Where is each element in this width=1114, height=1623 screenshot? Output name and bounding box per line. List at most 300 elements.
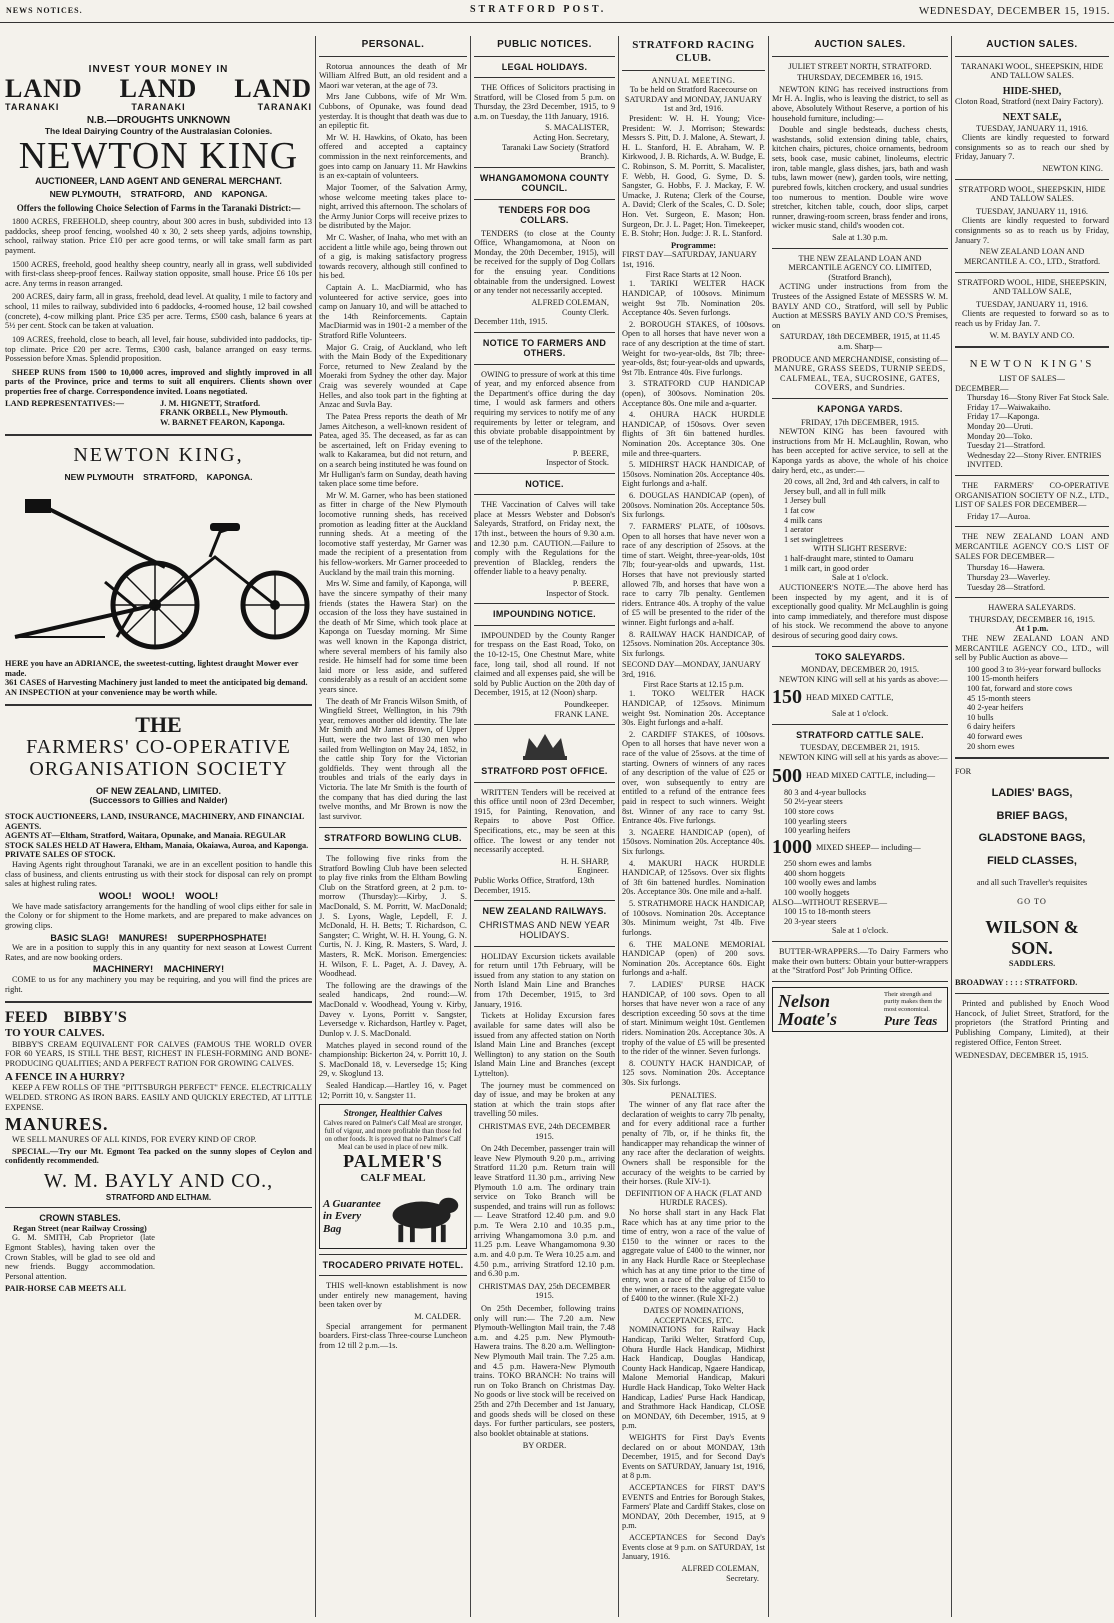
legal-signature: Acting Hon. Secretary,	[533, 133, 609, 143]
newton-king-list-heading: NEWTON KING'S	[969, 358, 1095, 371]
land-word: LAND	[5, 73, 83, 103]
masthead	[0, 0, 1114, 23]
farm-item: 1800 ACRES, FREEHOLD, sheep country, about 300 acres in bush, subdivided into 13 paddocks, sheep proof fencing, woolshed 40 x 30, 2 sets sheep yards, adjoins township, school, railway station. Price £10 per acre good terms, or will take small farm as part payment.	[5, 217, 312, 256]
auction-sales-heading-2: AUCTION SALES.	[986, 39, 1078, 50]
kaponga-date: FRIDAY, 17th DECEMBER, 1915.	[800, 417, 920, 427]
toko-sale-time: Sale at 1 o'clock.	[831, 709, 889, 719]
post-office-text: WRITTEN Tenders will be received at this office until noon of 23rd December, 1915, for Painting, Renovation, and Repairs to above Post Office. Specifications, etc., may be seen at this office. The lowest or any tender not necessarily accepted.	[474, 787, 615, 855]
go-to: GO TO	[1017, 897, 1047, 907]
farm-item: 1500 ACRES, freehold, good healthy sheep country, nearly all in grass, well subdivided with first-class sheep-proof fences. Railway station opposite, small house. Price £6 10s per acre. Any terms in reason arranged.	[5, 259, 312, 288]
second-day-start: First Race Starts at 12.15 p.m.	[643, 679, 744, 689]
kaponga-item: 4 milk cans	[784, 515, 823, 525]
also-items	[772, 907, 948, 926]
trocadero-text-2: Special arrangement for permanent boarders. First-class Three-course Luncheon from 12 till 2 p.m.—1s.	[319, 1321, 467, 1350]
fcos-title: ORGANISATION SOCIETY	[29, 757, 288, 780]
bibby-text: BIBBY'S CREAM EQUIVALENT FOR CALVES (FAMOUS THE WORLD OVER FOR 60 YEARS, IS STILL THE BEST, RICHEST IN FLESH-FORMING AND BONE-PRODUCING QUALITIES; AND A PERFECT RATION FOR GROWING CALVES.	[5, 1039, 312, 1069]
cattle-line: 100 yearling heifers	[784, 826, 851, 836]
fcos-agents: AGENTS AT—Eltham, Stratford, Waitara, Opunake, and Manaia. REGULAR STOCK SALES HELD AT Hawera, Eltham, Manaia, Okaiawa, Auroa, and Kaponga. PRIVATE SALES OF STOCK.	[5, 831, 309, 860]
auction-sales-heading: AUCTION SALES.	[814, 39, 906, 50]
invest-heading: INVEST YOUR MONEY IN	[88, 64, 229, 75]
hawera-item: 100 fat, forward and store cows	[967, 684, 1073, 693]
personal-item: Mr W. H. Hawkins, of Okato, has been offered and accepted a captaincy commission in the next reinforcements, and goes into camp on January 11. Mr Hawkins is an ex-captain of volunteers.	[319, 132, 467, 181]
post-office-date: Public Works Office, Stratford, 13th December, 1915.	[474, 876, 595, 895]
post-office-heading: STRATFORD POST OFFICE.	[481, 766, 608, 777]
kaponga-item: 1 aerator	[784, 525, 814, 535]
impounding-text: IMPOUNDED by the County Ranger for trespass on the East Road, Toko, on the 10-12-15, One Chestnut Mare, white face, long tail, shod all round. If not claimed and all expenses paid, she will be sold by Public Auction on the 20th day of December, 1915, at 12 (Noon) sharp.	[474, 630, 615, 698]
mower-icon	[5, 487, 310, 655]
newton-king-sales	[955, 393, 1109, 470]
dog-collars-heading: TENDERS FOR DOG COLLARS.	[498, 204, 591, 226]
sale-line: Friday 17—Waiwakaiho.	[967, 402, 1051, 412]
pure-teas: Pure Teas	[884, 1013, 938, 1029]
personal-heading: PERSONAL.	[361, 39, 425, 50]
impounding-signature: FRANK LANE.	[554, 709, 609, 719]
dog-collars-text: TENDERS (to close at the County Office, Whangamomona, at Noon on Monday, the 20th December, 1915), will be received for the supply of Dog Collars for the ensuing year. Conditions obtainable from the undersigned. Lowest or any tender not necessarily accepted.	[474, 228, 615, 296]
race-item: 5. MIDHIRST HACK HANDICAP, of 150sovs. Nomination 20s. Acceptance 40s. Eight furlongs and a-half.	[622, 460, 765, 489]
farmers-notice-text: OWING to pressure of work at this time of year, and my enforced absence from the Department's office during the day time, I would ask farmers and others requiring my services to notify me of any requirements by letter or telegram, and this obviate probable disappointment by use of the telephone.	[474, 369, 615, 446]
sale-line: Monday 20—Toko.	[967, 431, 1033, 441]
cattle-line: 80 3 and 4-year bullocks	[784, 787, 867, 797]
toko-number: 150	[772, 686, 802, 709]
palmers-ad-heading: Stronger, Healthier Calves	[343, 1108, 443, 1119]
race-item: 1. TOKO WELTER HACK HANDICAP, of 125sovs. Minimum weight 9st. Nomination 20s. Acceptance 30s. Eight furlongs and a-half.	[622, 689, 765, 728]
sale-line: Wednesday 22—Stony River. ENTRIES INVITED.	[967, 450, 1102, 470]
racing-signature: Secretary.	[726, 1573, 759, 1583]
also-without-reserve: ALSO—WITHOUT RESERVE—	[772, 897, 888, 907]
field-classes: FIELD CLASSES,	[987, 855, 1077, 868]
newton-king-ad2-title: NEWTON KING,	[73, 444, 244, 467]
nzl-list-heading: THE NEW ZEALAND LOAN AND MERCANTILE AGENCY CO.'S LIST OF SALES FOR DECEMBER—	[955, 532, 1109, 561]
hawera-item: 45 15-month steers	[967, 693, 1031, 703]
weights-text: WEIGHTS for First Day's Events declared on or about MONDAY, 13th December, 1915, and for Second Day's Events on SATURDAY, January 1st, 1916, at 8 p.m.	[622, 1432, 765, 1481]
cattle-sale-date: TUESDAY, DECEMBER 21, 1915.	[800, 743, 920, 753]
reps-label: LAND REPRESENTATIVES:—	[5, 397, 124, 408]
masthead-title: STRATFORD POST.	[470, 4, 607, 15]
notice-signature: P. BEERE,	[572, 579, 609, 589]
nzl-text: ACTING under instructions from from the Trustees of the Assigned Estate of MESSRS W. M. BAYLY AND CO., Stratford, will sell by Public Auction at MESSRS BAYLY AND CO.'S Premises, on	[772, 282, 948, 330]
stratford-wool-date: TUESDAY, JANUARY 11, 1916.	[976, 206, 1088, 216]
dog-collars-date: December 11th, 1915.	[474, 317, 548, 327]
nelson-moates-ad	[772, 987, 948, 1033]
farm-list	[5, 217, 312, 396]
rep-name: J. M. HIGNETT, Stratford.	[160, 397, 261, 408]
hide-shed: HIDE-SHED,	[1002, 85, 1062, 97]
crown-pair-horse: PAIR-HORSE CAB MEETS ALL	[5, 1283, 126, 1293]
bayly-wool-date: TUESDAY, JANUARY 11, 1916.	[976, 299, 1088, 309]
personal-item: Major G. Craig, of Auckland, who left with the Main Body of the Expeditionary Force, returned to New Zealand by the Moeraki from Sydney the other day. Major Craig was severely wounded at Cape Helles, and also took part in the fighting at Anzac and Suvla Bay.	[319, 342, 467, 410]
produce-heading: PRODUCE AND MERCHANDISE, consisting of—	[772, 354, 948, 364]
droughts-line: N.B.—DROUGHTS UNKNOWN	[86, 115, 231, 127]
inglis-sale-text: NEWTON KING has received instructions from Mr H. A. Inglis, who is leaving the district, to sell as above, Absolutely Without Reserve, a portion of his household furniture, including:—	[772, 84, 948, 123]
farmers-notice-signature: Inspector of Stock.	[546, 458, 609, 468]
adriance-text: HERE you have an ADRIANCE, the sweetest-cutting, lightest draught Mower ever made.	[5, 659, 299, 678]
toko-heading: TOKO SALEYARDS.	[814, 651, 906, 662]
impounding-signature: Poundkeeper.	[564, 699, 609, 709]
nzl-heading: THE NEW ZEALAND LOAN AND MERCANTILE AGENCY CO. LIMITED,	[788, 253, 932, 273]
hack-definition-text: No horse shall start in any Hack Flat Race which has at any time prior to the time of entry, won a race of the value of £150 to the winner or races to the aggregate value of £400 to the winner, nor in any Hack Hurdle Race or Steeplechase which has at any time prior to the time of entry, won a race of the value of £150 to the winner, or races to the aggregate value of £400 to the winner. (Rule XI-2.)	[622, 1207, 765, 1304]
mower-illustration	[5, 487, 312, 655]
rep-name: FRANK ORBELL, New Plymouth.	[160, 407, 288, 418]
taranaki-word: TARANAKI	[131, 101, 186, 112]
personal-item: Captain A. L. MacDiarmid, who has volunteered for active service, goes into camp on January 10, and will be attached to the 14th Reinforcements. Captain MacDiarmid was in 1901-2 a member of the Stratford Rifle Volunteers.	[319, 283, 467, 341]
produce-items: MANURE, GRASS SEEDS, TURNIP SEEDS, CALFMEAL, TEA, SUCROSINE, GATES, COVERS, and Sundries.	[774, 364, 946, 393]
palmers-brand-2: CALF MEAL	[360, 1171, 426, 1184]
race-item: 7. FARMERS' PLATE, of 100sovs. Open to all horses that have never won a race of any description of 25sovs. at the time of start. Weight, three-year-olds, 10st 7lb; four-year-olds and upwards, 11st. Horses that have not previously started allowed 7lb, and horses that have won a race to carry 7lb penalty. Gentlemen riders. Entrance 40s. A trophy of the value of £5 will be presented to the rider of the winner. Eight furlongs and a-half.	[622, 521, 765, 628]
railways-text: Tickets at Holiday Excursion fares available for same dates will also be issued from any affected station on North Island Main Line and Branches (except Wellington) to any station on the South Island Main Line and Branches (except Lyttelton).	[474, 1011, 615, 1078]
rep-name: W. BARNET FEARON, Kaponga.	[160, 417, 285, 428]
bowling-item: Matches played in second round of the championship: Bickerton 24, v. Porritt 10, J. S. MacDonald 18, v. Leversedge 15; King 29, v. Skoglund 13.	[319, 1040, 467, 1079]
personal-item: Rotorua announces the death of Mr William Alfred Butt, an old resident and a Maori war veteran, at the age of 73.	[319, 61, 467, 90]
sheep-line: 250 shorn ewes and lambs	[784, 859, 872, 869]
trocadero-heading: TROCADERO PRIVATE HOTEL.	[322, 1259, 464, 1270]
manures-heading: MANURES.	[5, 1114, 109, 1135]
kaponga-item: 20 cows, all 2nd, 3rd and 4th calvers, in calf to Jersey bull, and all in full milk	[784, 477, 940, 496]
bowling-heading: STRATFORD BOWLING CLUB.	[324, 832, 462, 843]
legal-holidays-heading: LEGAL HOLIDAYS.	[501, 61, 588, 72]
farm-item: 109 ACRES, freehold, close to beach, all level, fair house, subdivided into paddocks, tip-top climate. Price £20 per acre. Terms, £300 cash, balance arranged on easy terms. Possession before Xmas. Splendid proposition.	[5, 334, 312, 364]
kaponga-sale-time: Sale at 1 o'clock.	[831, 573, 889, 583]
bayly-wool-heading: STRATFORD WOOL, HIDE, SHEEPSKIN, AND TALLOW SALE,	[957, 277, 1107, 297]
sheep-count	[772, 836, 948, 859]
cattle-items	[772, 788, 948, 836]
nominations-heading: DATES OF NOMINATIONS, ACCEPTANCES, ETC.	[643, 1306, 744, 1325]
railways-heading: NEW ZEALAND RAILWAYS.	[482, 906, 607, 917]
sheep-number: 1000	[772, 835, 812, 858]
fcos-title: FARMERS' CO-OPERATIVE	[26, 735, 291, 758]
legal-signature: Taranaki Law Society (Stratford Branch).	[501, 142, 609, 162]
public-notices-heading: PUBLIC NOTICES.	[497, 39, 592, 50]
column-1	[2, 26, 315, 1617]
christmas-day-text: On 25th December, following trains only will run:— The 7.20 a.m. New Plymouth-Wellington Mail train, the 7.48 a.m. and 4.25 p.m. New Plymouth-Hawera trains. The 8.20 a.m. Wellington-New Plymouth Mail train. The 7.25 a.m. and 4.5 p.m. Hawera-New Plymouth trains. TOKO BRANCH: No trains will run on Toko Branch on Christmas Day. No goods or live stock will be received on 25th and 27th December and 1st January, and goods sheds will be closed on these days. For further particulars, see posters, also booklet obtainable at stations.	[474, 1303, 615, 1438]
hawera-item: 6 dairy heifers	[967, 722, 1015, 732]
race-item: 1. TARIKI WELTER HACK HANDICAP, of 100sovs. Minimum weight 9st 7lb. Nomination 20s. Acceptance 40s. Seven furlongs.	[622, 279, 765, 318]
calf-icon	[381, 1189, 463, 1245]
racing-held-at: To be held on Stratford Racecourse on	[629, 85, 758, 95]
hawera-item: 40 2-year heifers	[967, 703, 1024, 713]
kaponga-heading: KAPONGA YARDS.	[817, 404, 903, 415]
hawera-text: THE NEW ZEALAND LOAN AND MERCANTILE AGENCY CO., LTD., will sell by Public Auction as above—	[955, 633, 1109, 663]
acceptances-text: ACCEPTANCES for FIRST DAY'S EVENTS and Entries for Borough Stakes, Farmers' Plate and Cardiff Stakes, close on MONDAY, 20th December, 1915, at 9 p.m.	[622, 1483, 765, 1531]
fcos-text: Having Agents right throughout Taranaki, we are in an excellent position to handle this class of business, and clients entrusting us with their stock for disposal can rely on prompt sales at highest ruling rates.	[5, 859, 312, 889]
representatives	[5, 399, 312, 429]
cattle-line: 100 store cows	[784, 807, 834, 817]
taranaki-row	[5, 102, 312, 112]
next-sale-date: TUESDAY, JANUARY 11, 1916.	[976, 123, 1088, 133]
personal-items	[319, 62, 467, 822]
masthead-date: WEDNESDAY, DECEMBER 15, 1915.	[918, 5, 1110, 17]
bayly-wool-text: Clients are requested to forward so as to reach us by Friday Jan. 7.	[955, 309, 1109, 328]
toko-item: HEAD MIXED CATTLE,	[806, 692, 894, 702]
wool-text: We have made satisfactory arrangements for the handling of wool clips either for sale in the Colony or for shipment to the Home markets, and are prepared to make advances on growing clips.	[5, 901, 312, 931]
race-item: 5. STRATHMORE HACK HANDICAP, of 100sovs. Nomination 20s. Acceptance 30s. Minimum weight, 7st 4lb. Five furlongs.	[622, 899, 765, 937]
racing-signature: ALFRED COLEMAN,	[681, 1563, 759, 1573]
masthead-left: NEWS NOTICES.	[6, 6, 83, 15]
broadway-address: BROADWAY : : : : STRATFORD.	[955, 978, 1078, 988]
bayly-wool-signature: W. M. BAYLY AND CO.	[989, 330, 1075, 340]
nelson-tagline: Their strength and purity makes them the most economical.	[884, 990, 942, 1013]
fence-text: KEEP A FEW ROLLS OF THE "PITTSBURGH PERFECT" FENCE. ELECTRICALLY WELDED. STRONG AS IRON BARS. EASILY AND QUICKLY ERECTED, AT LITTLE EXPENSE.	[5, 1083, 312, 1112]
adriance-text: 361 CASES of Harvesting Machinery just landed to meet the anticipated big demand.	[5, 678, 308, 688]
trocadero-text: THIS well-known establishment is now under entirely new management, having been taken over by	[319, 1281, 467, 1310]
taranaki-wool-heading: TARANAKI WOOL, SHEEPSKIN, HIDE AND TALLOW SALES.	[960, 61, 1104, 81]
column-5	[768, 36, 951, 1617]
cattle-count	[772, 765, 948, 788]
sheep-item: MIXED SHEEP— including—	[816, 842, 921, 852]
fcos-stock: STOCK AUCTIONEERS, LAND, INSURANCE, MACHINERY, AND FINANCIAL AGENTS.	[5, 811, 304, 831]
kaponga-item: 1 set swingletrees	[784, 534, 843, 544]
racing-dates: SATURDAY and MONDAY, JANUARY 1st and 3rd, 1916.	[624, 94, 763, 114]
personal-item: The death of Mr Francis Wilson Smith, of Wingfield Street, Wellington, in his 79th year, removes another old identity. The late Mr Smith and Mr James Brown, of Upper Hutt, were the two last of 130 men who sailed from Wellington on May 24, 1852, in the cattle ship Tory for the Victorian goldfields. They went through all the troubles and trials of the early days in Victoria. The late Mr Smith is the fourth of the company that has died during the last twelve months, and Mr Brown is now the last survivor.	[319, 696, 467, 821]
legal-signature: S. MACALISTER,	[545, 123, 609, 133]
race-item: 7. LADIES' PURSE HACK HANDICAP, of 100 sovs. Open to all horses that have never won a race of any description exceeding 50 sovs at the time of start. Minimum weight 10st. Gentlemen riders. Nomination 20s. Acceptance 30s. A trophy of the value of £5 will be presented to the rider of the winner. Seven furlongs.	[622, 979, 765, 1057]
farm-item: SHEEP RUNS from 1500 to 10,000 acres, improved and slightly improved in all parts of the Province, price and terms to suit all enquirers. Clients shown over properties free of charge. Correspondence invited. Loans negotiated.	[5, 367, 312, 396]
manures-text: WE SELL MANURES OF ALL KINDS, FOR EVERY KIND OF CROP.	[12, 1135, 257, 1145]
taranaki-word: TARANAKI	[257, 101, 312, 112]
juliet-date: THURSDAY, DECEMBER 16, 1915.	[797, 73, 923, 83]
programme-heading: Programme:	[671, 240, 716, 250]
cattle-line: 100 yearling steers	[784, 816, 847, 826]
december-label: DECEMBER—	[955, 383, 1009, 393]
railways-text: The journey must be commenced on day of issue, and may be broken at any station at which the train stops after travelling 50 miles.	[474, 1080, 615, 1119]
penalties-heading: PENALTIES.	[670, 1090, 717, 1100]
bibby-heading: FEED BIBBY'S	[5, 1008, 127, 1026]
cattle-sale-heading: STRATFORD CATTLE SALE.	[796, 730, 924, 740]
nzl-list	[955, 563, 1109, 592]
impounding-heading: IMPOUNDING NOTICE.	[493, 609, 596, 620]
special-text: SPECIAL.—Try our Mt. Egmont Tea packed on the sunny slopes of Ceylon and confidently recommended.	[5, 1146, 312, 1166]
crown-crest-icon	[515, 730, 575, 762]
newton-king-places: NEW PLYMOUTH, STRATFORD, AND KAPONGA.	[49, 188, 268, 199]
also-line: 100 15 to 18-month steers	[784, 907, 871, 917]
toko-cattle	[772, 686, 948, 709]
crest-illustration	[474, 730, 615, 762]
first-day-start: First Race Starts at 12 Noon.	[645, 269, 742, 279]
butter-wrappers-text: BUTTER-WRAPPERS.—To Dairy Farmers who make their own butters: Obtain your butter-wrappers at the "Stratford Post" Job Printing Office.	[772, 946, 948, 976]
toko-date: MONDAY, DECEMBER 20, 1915.	[800, 664, 919, 674]
hawera-time: At 1 p.m.	[1015, 624, 1049, 634]
whangamomona-heading: WHANGAMOMONA COUNTY COUNCIL.	[479, 172, 610, 194]
dog-collars-signature: County Clerk.	[561, 307, 609, 317]
kaponga-text: NEWTON KING has been favoured with instructions from Mr H. McLaughlin, Rowan, who has been accepted for active service, to sell at the Kaponga yards as above, the whole of his choice dairy herd, etc., as under:—	[772, 427, 948, 475]
crown-sub: Regan Street (near Railway Crossing)	[13, 1223, 147, 1233]
offers-line: Offers the following Choice Selection of Farms in the Taranaki District:—	[16, 202, 301, 213]
annual-meeting: ANNUAL MEETING.	[651, 75, 736, 85]
newton-king-subtitle: AUCTIONEER, LAND AGENT AND GENERAL MERCHANT.	[35, 176, 282, 187]
cattle-number: 500	[772, 764, 802, 787]
column-6	[951, 36, 1112, 1617]
hawera-heading: HAWERA SALEYARDS.	[988, 603, 1076, 613]
race-item: 8. COUNTY HACK HANDICAP, of 125 sovs. Nomination 20s. Acceptance 30s. Six furlongs.	[622, 1058, 765, 1088]
gladstone-bags: GLADSTONE BAGS,	[978, 832, 1086, 845]
christmas-eve-heading: CHRISTMAS EVE, 24th DECEMBER 1915.	[478, 1121, 611, 1141]
personal-item: The Patea Press reports the death of Mr James Aitcheson, a well-known resident of Patea, aged 35. The deceased, as far as can be ascertained, left on Friday evening to walk to Kakaramea, but did not return, and on a search being instituted he was found on Mr Hulligan's farm on Sunday, death having taken place some time before.	[319, 411, 467, 489]
imprint-text: Printed and published by Enoch Wood Hancock, of Juliet Street, Stratford, for the proprietors (the Stratford Printing and Publishing Company, Limited), at their registered Office, Fenton Street.	[955, 999, 1109, 1047]
saddlers: SADDLERS.	[1008, 958, 1056, 968]
land-banner	[5, 73, 312, 103]
legal-holidays-text: THE Offices of Solicitors practising in Stratford, will be Closed from 5 p.m. on Thursday, the 23rd December, 1915, to 9 a.m. on Tuesday, the 11th January, 1916.	[474, 83, 615, 121]
bowling-item: The following five rinks from the Stratford Bowling Club have been selected to play five rinks from the Eltham Bowling Club on the Stratford green, at 2 p.m. to-morrow (Thursday):—Kirby, J. S. MacDonald, S. M. Porritt, W. MacDonald; J. S. Lyons, Wagle, Lepdell, F. J. McDonald, H. H. Betts; T. Richardson, C. Sangster; C. Wright, W. H. H. Young, G. N. Curtis, N. J. King, R. Masters, S. Ward, J. Masters, R. McK. Morison. Emergencies: H. Wilson, F. L. Paget, A. J. Davey, A. Woodhead.	[319, 853, 467, 979]
kaponga-item: 1 milk cart, in good order	[784, 563, 869, 573]
kaponga-item: 1 Jersey bull	[784, 496, 826, 506]
crown-text: G. M. SMITH, Cab Proprietor (late Egmont Stables), having taken over the Crown Stables, will be glad to see old and new friends. Buggy accommodation. Personal attention.	[5, 1233, 155, 1281]
moates-brand: Moate's	[778, 1008, 838, 1029]
land-word: LAND	[119, 73, 198, 103]
column-2	[315, 36, 470, 1617]
auctioneer-note: AUCTIONEER'S NOTE.—The above herd has been inspected by my agent, and it is of exceptionally good quality. Mr McLaughlin is going into camp immediately, and therefore must dispose of his stock. We recommend the above to anyone desirous of securing good dairy cows.	[772, 582, 948, 640]
penalties-text: The winner of any flat race after the declaration of weights to carry 7lb penalty, and for every additional race a further penalty of 7lb, or, if he thinks fit, the handicapper may rehandicap the winner of any race after the declaration of weights. Owners shall be responsible for the accuracy of the weights to be carried by their horses. (Rule XIV-1).	[622, 1100, 765, 1187]
for-label: FOR	[955, 767, 972, 777]
sheep-line: 400 shorn hoggets	[784, 868, 845, 878]
race-item: 4. MAKURI HACK HURDLE HANDICAP, of 125sovs. Over six flights of 3ft 6in battened hurdles. Nomination 20s. Acceptance 30s. One mile and a-half.	[622, 858, 765, 897]
christmas-day-heading: CHRISTMAS DAY, 25th DECEMBER 1915.	[478, 1281, 611, 1301]
nelson-brand: Nelson	[778, 990, 831, 1011]
taranaki-word: TARANAKI	[5, 101, 60, 112]
fence-heading: A FENCE IN A HURRY?	[5, 1070, 126, 1083]
hawera-item: 40 forward ewes	[967, 732, 1023, 742]
land-word: LAND	[234, 73, 312, 103]
next-sale-text: Clients are kindly requested to forward consignments so as to reach our shed by Friday, January 7.	[955, 133, 1109, 162]
ideal-line: The Ideal Dairying Country of the Australasian Colonies.	[44, 125, 273, 136]
wilson-name: WILSON &	[985, 917, 1079, 938]
stratford-wool-heading: STRATFORD WOOL, SHEEPSKIN, HIDE AND TALLOW SALES.	[958, 184, 1106, 204]
wool-heading: WOOL! WOOL! WOOL!	[98, 890, 219, 902]
sheep-line: 100 woolly hoggets	[784, 887, 850, 897]
sale-line: Tuesday 21—Stratford.	[967, 441, 1046, 451]
dog-collars-signature: ALFRED COLEMAN,	[531, 297, 609, 307]
hawera-item: 20 shorn ewes	[967, 741, 1015, 751]
cattle-line: 50 2½-year steers	[784, 797, 843, 807]
fcos-list-heading: THE FARMERS' CO-OPERATIVE ORGANISATION SOCIETY OF N.Z., LTD., LIST OF SALES FOR DECEMBER—	[955, 481, 1109, 510]
nzl-list-item: Thursday 16—Hawera.	[967, 563, 1045, 573]
newton-king-list-sub: LIST OF SALES—	[999, 373, 1065, 383]
crown-heading: CROWN STABLES.	[39, 1213, 121, 1224]
palmers-ad-text: Calves reared on Palmer's Calf Meal are stronger, full of vigour, and more profitable than those fed on other foods. It is proved that no Palmer's Calf Meal can be used in place of new milk.	[323, 1118, 463, 1151]
kaponga-item: 1 half-draught mare, stinted to Oamaru	[784, 554, 914, 564]
traveller-requisites: and all such Traveller's requisites	[976, 877, 1088, 887]
cattle-sale-text: NEWTON KING will sell at his yards as above:—	[779, 753, 948, 763]
stratford-wool-text: Clients are kindly requested to forward consignments so as to reach us by Friday, January 7.	[955, 216, 1109, 245]
also-line: 20 3-year steers	[784, 916, 837, 926]
hawera-item: 100 15-month heifers	[967, 674, 1039, 684]
race-item: 3. STRATFORD CUP HANDICAP (open), of 300sovs. Nomination 20s. Acceptance 80s. One mile and a-quarter.	[622, 379, 765, 408]
second-day: SECOND DAY—MONDAY, JANUARY 3rd, 1916.	[622, 660, 761, 680]
basic-slag-heading: BASIC SLAG! MANURES! SUPERPHOSPHATE!	[50, 932, 267, 943]
son-name: SON.	[1011, 937, 1053, 958]
bayly-subtitle: STRATFORD AND ELTHAM.	[105, 1193, 212, 1203]
nominations-text: NOMINATIONS for Railway Hack Handicap, Tariki Welter, Stratford Cup, Ohura Hurdle Hack Handicap, Midhirst Hack Handicap, Douglas Handicap, County Hack Handicap, Ngaere Handicap, Malone Memorial Handicap, Makuri Hurdle Hack Handicap, Toko Welter Hack Handicap, Ladies' Purse Hack Handicap, and Strathmore Hack Handicap, CLOSE on MONDAY, 6th December, 1915, at 9 p.m.	[622, 1325, 765, 1431]
hawera-item: 10 bulls	[967, 712, 994, 722]
race-item: 3. NGAERE HANDICAP (open), of 150sovs. Nomination 20s. Acceptance 40s. Six furlongs.	[622, 827, 765, 857]
sheep-sale-time: Sale at 1 o'clock.	[831, 926, 889, 936]
race-item: 4. OHURA HACK HURDLE HANDICAP, of 150sovs. Over seven flights of 3ft 6in battened hurdles. Nomination 20s. Acceptance 30s. One mile and three-quarters.	[622, 410, 765, 458]
sale-line: Thursday 16—Stony River Fat Stock Sale.	[967, 393, 1109, 403]
newton-king-ad2-places: NEW PLYMOUTH STRATFORD, KAPONGA.	[64, 472, 253, 483]
adriance-text: AN INSPECTION at your convenience may be worth while.	[5, 688, 218, 698]
race-item: 6. DOUGLAS HANDICAP (open), of 200sovs. Nomination 20s. Acceptance 50s. Six furlongs.	[622, 491, 765, 520]
toko-text: NEWTON KING will sell at his yards as above:—	[779, 674, 948, 684]
by-order: BY ORDER.	[522, 1441, 567, 1451]
next-sale-signature: NEWTON KING.	[1042, 164, 1103, 174]
inglis-sale-time: Sale at 1.30 p.m.	[832, 232, 888, 242]
bibby-calves: TO YOUR CALVES.	[5, 1027, 105, 1040]
second-day-races	[622, 689, 765, 1087]
bowling-item: The following are the drawings of the sealed handicaps, 2nd round:—W. MacDonald v. Woodhead, Young v. Kirby, Davey v. Lyons, Porritt v. Sangster, Leversedge v. Richardson, Hartley v. Paget, Dunlop v. J. S. MacDonald.	[319, 980, 467, 1038]
next-sale: NEXT SALE,	[1002, 112, 1062, 124]
fcos-nz: OF NEW ZEALAND, LIMITED.	[96, 785, 221, 796]
railways-subheading: CHRISTMAS AND NEW YEAR HOLIDAYS.	[479, 919, 610, 941]
column-3	[470, 36, 618, 1617]
fcos-list-item: Friday 17—Auroa.	[967, 511, 1031, 521]
kaponga-items	[772, 477, 948, 544]
personal-item: Mrs W. Sime and family, of Kaponga, will have the sincere sympathy of their many friends (states the Hawera Star) on the occasion of the loss they have sustained in the death of Mr Sime, which took place at Kaponga on Tuesday morning. Mr Sime was well known in the Kaponga district, where several members of his family also reside. He himself had for some time been laid more or less aside, and suffered considerably as a result of an accident some years since.	[319, 579, 467, 694]
hawera-item: 100 good 3 to 3½-year forward bullocks	[967, 664, 1101, 674]
acceptances-text-2: ACCEPTANCES for Second Day's Events close at 9 p.m. on SATURDAY, 1st January, 1916.	[622, 1533, 765, 1562]
nzl-list-item: Tuesday 28—Stratford.	[967, 582, 1046, 592]
notice-signature: Inspector of Stock.	[546, 588, 609, 598]
cloton-road: Cloton Road, Stratford (next Dairy Factory).	[955, 97, 1104, 107]
farm-item: 200 ACRES, dairy farm, all in grass, freehold, dead level. At quality, 1 mile to factory and school, 11 miles to railway, subdivided into 6 paddocks, 4-roomed house, 12 bail cowshed (concrete), 4-cow milking plant. Price £35 per acre. Terms, £500 cash, balance 6 years at 5½ per cent. Stock can be taken at valuation.	[5, 292, 312, 331]
bowling-item: Sealed Handicap.—Hartley 16, v. Paget 12; Porritt 10, v. Sangster 11.	[319, 1080, 467, 1100]
notice-heading: NOTICE.	[525, 478, 564, 489]
hack-definition-heading: DEFINITION OF A HACK (FLAT AND HURDLE RACES).	[625, 1188, 762, 1208]
bowling-items	[319, 854, 467, 1100]
personal-item: Mrs Jane Cubbons, wife of Mr Wm. Cubbons, of Opunake, was found dead yesterday. It is thought that death was due to an epileptic fit.	[319, 92, 467, 131]
kaponga-reserve: WITH SLIGHT RESERVE:	[813, 544, 907, 554]
stratford-wool-signature: NEW ZEALAND LOAN AND MERCANTILE A. CO., LTD., Stratford.	[963, 247, 1101, 266]
basic-slag-text: We are in a position to supply this in any quantity for next season at Lowest Current Rates, and are now booking orders.	[5, 943, 312, 962]
palmers-guarantee: A Guarantee in Every Bag	[323, 1197, 381, 1236]
post-office-signature: Engineer.	[577, 866, 609, 876]
personal-item: Mr W. M. Garner, who has been stationed as fitter in charge of the New Plymouth locomotive running sheds, has received promotion as leading fitter at the Auckland running sheds. At a meeting of the locomotive staff yesterday, Mr Garner was made the recipient of a presentation from his fellow-workers. Mr Garner proceeded to Auckland by the mail train this morning.	[319, 490, 467, 577]
kaponga-item: 1 fat cow	[784, 506, 815, 516]
farmers-notice-signature: P. BEERE,	[572, 448, 609, 458]
hawera-items	[955, 665, 1109, 751]
nzl-branch: (Stratford Branch),	[828, 272, 892, 282]
machinery-text: COME to us for any machinery you may be requiring, and you will find the prices are right.	[5, 975, 312, 994]
personal-item: Major Toomer, of the Salvation Army, whose welcome meeting takes place to-night, arrived this afternoon. The scholars of the Army Junior Corps will receive prizes to be distributed by the Major.	[319, 182, 467, 231]
column-4	[618, 36, 768, 1617]
race-item: 6. THE MALONE MEMORIAL HANDICAP (open) of 200 sovs. Nomination 20s. Acceptance 60s. Eight furlongs and a-half.	[622, 939, 765, 978]
brief-bags: BRIEF BAGS,	[996, 809, 1068, 822]
railways-text: HOLIDAY Excursion tickets available for return until 17th February, will be issued from any station to any station on North Island Main Line and Branches from 17th December, 1915, to 3rd January, 1916.	[474, 951, 615, 1009]
ladies-bags: LADIES' BAGS,	[991, 786, 1073, 799]
race-item: 2. BOROUGH STAKES, of 100sovs. Open to all horses that have never won a race of any description at the time of start. Weight for two-year-olds, 8st 7lb; three-year-olds, 8st; four-year-olds and upwards, 9st 7lb. Entrance 40s. Five furlongs.	[622, 319, 765, 377]
nzl-date: SATURDAY, 18th DECEMBER, 1915, at 11.45 a.m. Sharp—	[780, 332, 940, 352]
crown-stables-ad	[5, 1213, 312, 1293]
first-day-races	[622, 279, 765, 658]
sale-line: Friday 17—Kaponga.	[967, 412, 1040, 422]
post-office-signature: H. H. SHARP,	[560, 856, 609, 866]
sheep-items	[772, 859, 948, 897]
racing-club-heading: STRATFORD RACING CLUB.	[632, 39, 755, 64]
newton-king-title: NEWTON KING	[18, 135, 299, 178]
cattle-item: HEAD MIXED CATTLE, including—	[806, 771, 936, 781]
hawera-date: THURSDAY, DECEMBER 16, 1915.	[969, 614, 1095, 624]
christmas-eve-text: On 24th December, passenger train will leave New Plymouth 9.20 p.m., arriving Stratford 11.20 p.m. Return train will leave Stratford 11.30 p.m., arriving New Plymouth 1.0 a.m. The ordinary train service on Toko Branch will be suspended, and trains will run as follows:— Leave Stratford 12.40 p.m. and 9.0 p.m. Te Wera 2.10 and 10.35 p.m., arriving Whangamomona 3.0 p.m. and 11.25 p.m. Leave Whangamomona 9.30 a.m. and 4.0 p.m. Te Wera 10.25 a.m. and 4.50 p.m., arriving Stratford 12.10 p.m. and 6.30 p.m.	[474, 1144, 615, 1279]
imprint-date: WEDNESDAY, DECEMBER 15, 1915.	[955, 1051, 1089, 1061]
kaponga-items-2	[772, 554, 948, 573]
inglis-sale-items: Double and single bedsteads, duchess chests, washstands, solid extension dining table, chairs, kitchen chairs, pictures, choice ornaments, bedroom sets, book case, music cabinet, linoleums, electric iron, table mangle, glass dishes, jars, bath and wash tubs, lawn mower (new), garden tools, wire netting, purebred fowls, kitchen crockery, and usual sundries too numerous to mention. Double wire wove stretcher, kitchen table, couch, door slips, carpet runner, drawing-room screen, brass fender and irons, wicker music stand, child's wooden cot.	[772, 125, 948, 231]
sale-line: Monday 20—Uruti.	[967, 421, 1033, 431]
machinery-heading: MACHINERY! MACHINERY!	[92, 964, 225, 976]
fcos-successors: (Successors to Gillies and Nalder)	[89, 795, 228, 806]
farmers-notice-heading: NOTICE TO FARMERS AND OTHERS.	[482, 337, 607, 359]
notice-text: THE Vaccination of Calves will take place at Messrs Webster and Dobson's Saleyards, Stratford, on Friday next, the 17th inst., between the hours of 9.30 a.m. and 12.30 p.m. CAUTION.—Failure to comply with the Regulations for the prevention of Blackleg, renders the offender liable to a heavy penalty.	[474, 500, 615, 577]
palmers-calf-meal-ad	[319, 1104, 467, 1249]
personal-item: Mr C. Washer, of Inaha, who met with an accident a little while ago, being thrown out of a gig, is making satisfactory progress towards recovery, although still confined to his bed.	[319, 232, 467, 281]
trocadero-signature: M. CALDER.	[414, 1311, 461, 1321]
race-item: 2. CARDIFF STAKES, of 100sovs. Open to all horses that have never won a race of the value of 25sovs. at the time of starting. Owners of winners of any races of any description of the value of £25 or over, won subsequently to entry are entitled to a refund of the entrance fees paid in respect to such winners. Weight 8st. Winner of any race to carry 9st. Entrance 40s. Five furlongs.	[622, 729, 765, 826]
